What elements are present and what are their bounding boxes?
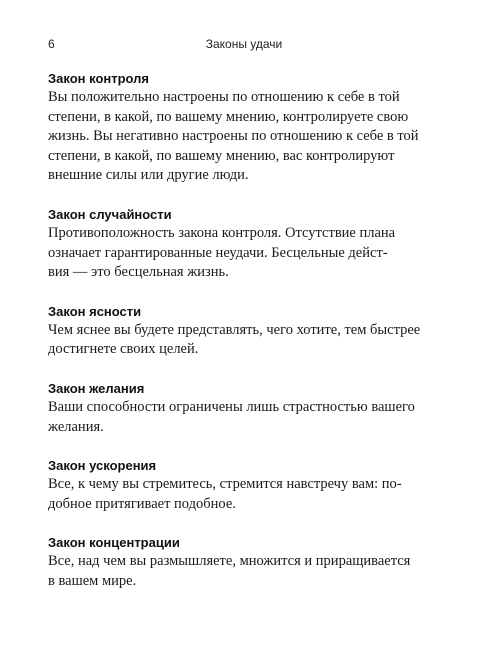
text-line: степени, в какой, по вашему мнению, контролируете свою bbox=[48, 108, 409, 125]
law-chance bbox=[48, 205, 442, 283]
law-text bbox=[48, 321, 442, 360]
page-number: 6 bbox=[48, 37, 55, 51]
law-clarity bbox=[48, 302, 442, 360]
law-concentration bbox=[48, 533, 442, 591]
text-line: жизнь. Вы негативно настроены по отношению к себе в той bbox=[48, 128, 419, 145]
text-line: Все, над чем вы размышляете, множится и приращивается bbox=[48, 553, 411, 570]
law-title: Закон случайности bbox=[48, 206, 172, 222]
law-text bbox=[48, 88, 442, 186]
law-text bbox=[48, 475, 442, 514]
law-text bbox=[48, 224, 442, 283]
text-line: Все, к чему вы стремитесь, стремится навстречу вам: по- bbox=[48, 476, 402, 493]
law-title: Закон ясности bbox=[48, 303, 142, 319]
law-text bbox=[48, 398, 442, 437]
book-title: Законы удачи bbox=[205, 37, 283, 51]
text-line: степени, в какой, по вашему мнению, вас контролируют bbox=[48, 147, 395, 164]
text-line: Вы положительно настроены по отношению к себе в той bbox=[48, 89, 400, 105]
law-title: Закон концентрации bbox=[48, 535, 180, 551]
law-title: Закон ускорения bbox=[48, 458, 157, 474]
running-header bbox=[48, 37, 440, 53]
text-line: внешние силы или другие люди. bbox=[48, 167, 249, 184]
law-control bbox=[48, 69, 442, 186]
text-line: означает гарантированные неудачи. Бесцельные дейст- bbox=[48, 244, 388, 261]
law-title: Закон желания bbox=[48, 380, 145, 396]
text-line: Чем яснее вы будете представлять, чего хотите, тем быстрее bbox=[48, 321, 421, 338]
text-line: достигнете своих целей. bbox=[48, 341, 199, 358]
page-content bbox=[48, 69, 442, 611]
law-title: Закон контроля bbox=[48, 71, 150, 86]
law-text bbox=[48, 552, 442, 591]
text-line: вия — это бесцельная жизнь. bbox=[48, 264, 229, 281]
law-acceleration bbox=[48, 456, 442, 514]
text-line: Противоположность закона контроля. Отсутствие плана bbox=[48, 224, 396, 241]
law-desire bbox=[48, 379, 442, 437]
text-line: добное притягивает подобное. bbox=[48, 495, 236, 512]
text-line: желания. bbox=[48, 418, 104, 435]
text-line: в вашем мире. bbox=[48, 572, 137, 589]
text-line: Ваши способности ограничены лишь страстностью вашего bbox=[48, 398, 415, 415]
